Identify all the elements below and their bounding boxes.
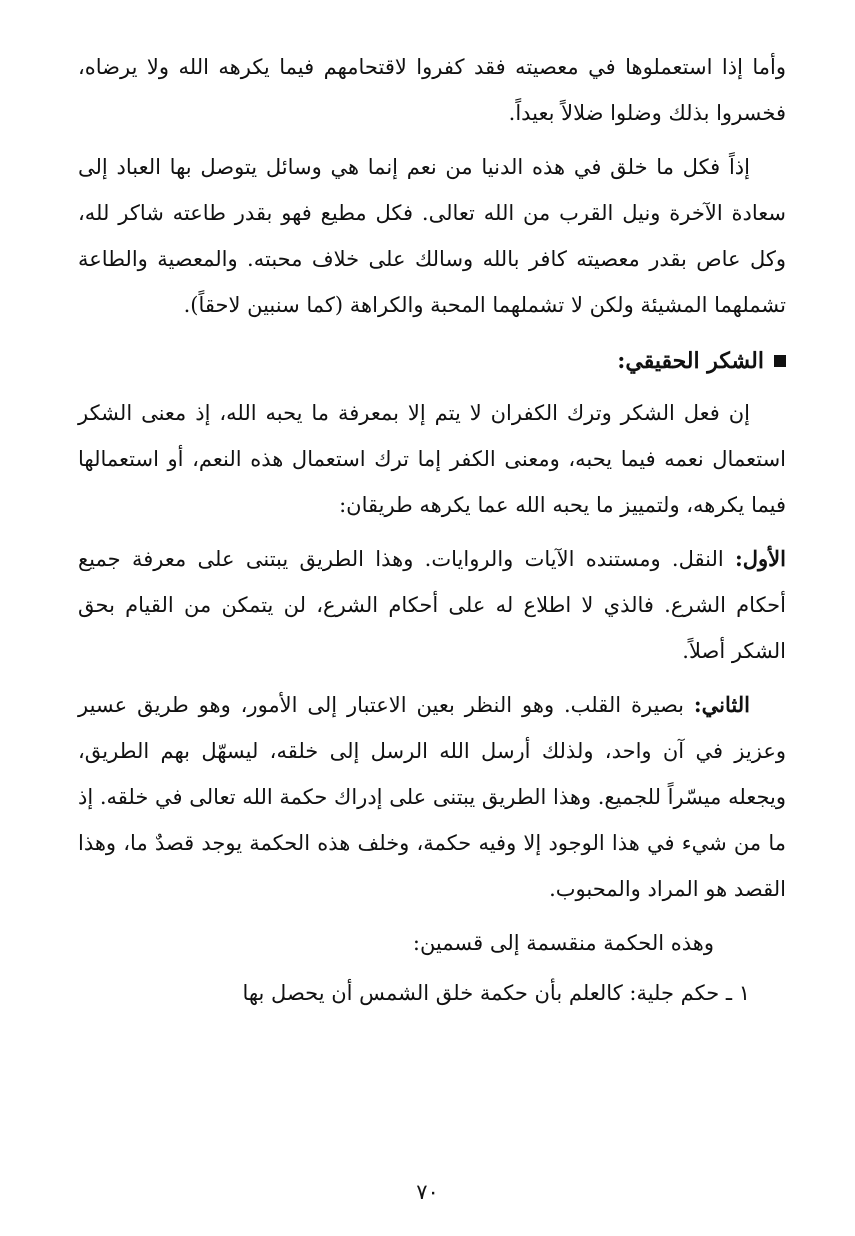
first-way-term: الأول: [735, 546, 786, 571]
second-way-text: بصيرة القلب. وهو النظر بعين الاعتبار إلى الأمور، وهو طريق عسير وعزيز في آن واحد، ولذلك أرسل الله الرسل إلى خلقه، ليسهّل بهم الطريق، ويجعله ميسّراً للجميع. وهذا الطريق يبتنى على إدراك حكمة الله تعالى في خلقه. إذ ما من شيء في هذا الوجود إلا وفيه حكمة، وخلف هذه الحكمة يوجد قصدٌ ما، وهذا القصد هو المراد والمحبوب. [78, 693, 786, 901]
first-way-text: النقل. ومستنده الآيات والروايات. وهذا الطريق يبتنى على معرفة جميع أحكام الشرع. فالذي لا اطلاع له على أحكام الشرع، لن يتمكن من القيام بحق الشكر أصلاً. [78, 547, 786, 663]
section-heading-text: الشكر الحقيقي: [617, 348, 764, 374]
paragraph-first-way [78, 536, 786, 674]
paragraph-division: وهذه الحكمة منقسمة إلى قسمين: [412, 931, 714, 955]
square-bullet-icon [774, 355, 786, 367]
page-body [78, 44, 786, 1016]
paragraph-second-way [78, 682, 786, 912]
paragraph-1: وأما إذا استعملوها في معصيته فقد كفروا لاقتحامهم فيما يكرهه الله ولا يرضاه، فخسروا بذلك وضلوا ضلالاً بعيداً. [78, 55, 786, 125]
section-heading [78, 338, 786, 384]
paragraph-2: إذاً فكل ما خلق في هذه الدنيا من نعم إنما هي وسائل يتوصل بها العباد إلى سعادة الآخرة ونيل القرب من الله تعالى. فكل مطيع فهو بقدر طاعته شاكر لله، وكل عاص بقدر معصيته كافر بالله وسالك على خلاف محبته. والمعصية والطاعة تشملهما المشيئة ولكن لا تشملهما المحبة والكراهة (كما سنبين لاحقاً). [78, 155, 786, 317]
second-way-term: الثاني: [693, 692, 750, 717]
list-item-1: ١ ـ حكم جلية: كالعلم بأن حكمة خلق الشمس أن يحصل بها [242, 981, 750, 1005]
paragraph-3: إن فعل الشكر وترك الكفران لا يتم إلا بمعرفة ما يحبه الله، إذ معنى الشكر استعمال نعمه فيما يحبه، ومعنى الكفر إما ترك استعمال هذه النعم، أو استعمالها فيما يكرهه، ولتمييز ما يحبه الله عما يكرهه طريقان: [78, 401, 786, 517]
page-number: ٧٠ [416, 1180, 439, 1204]
